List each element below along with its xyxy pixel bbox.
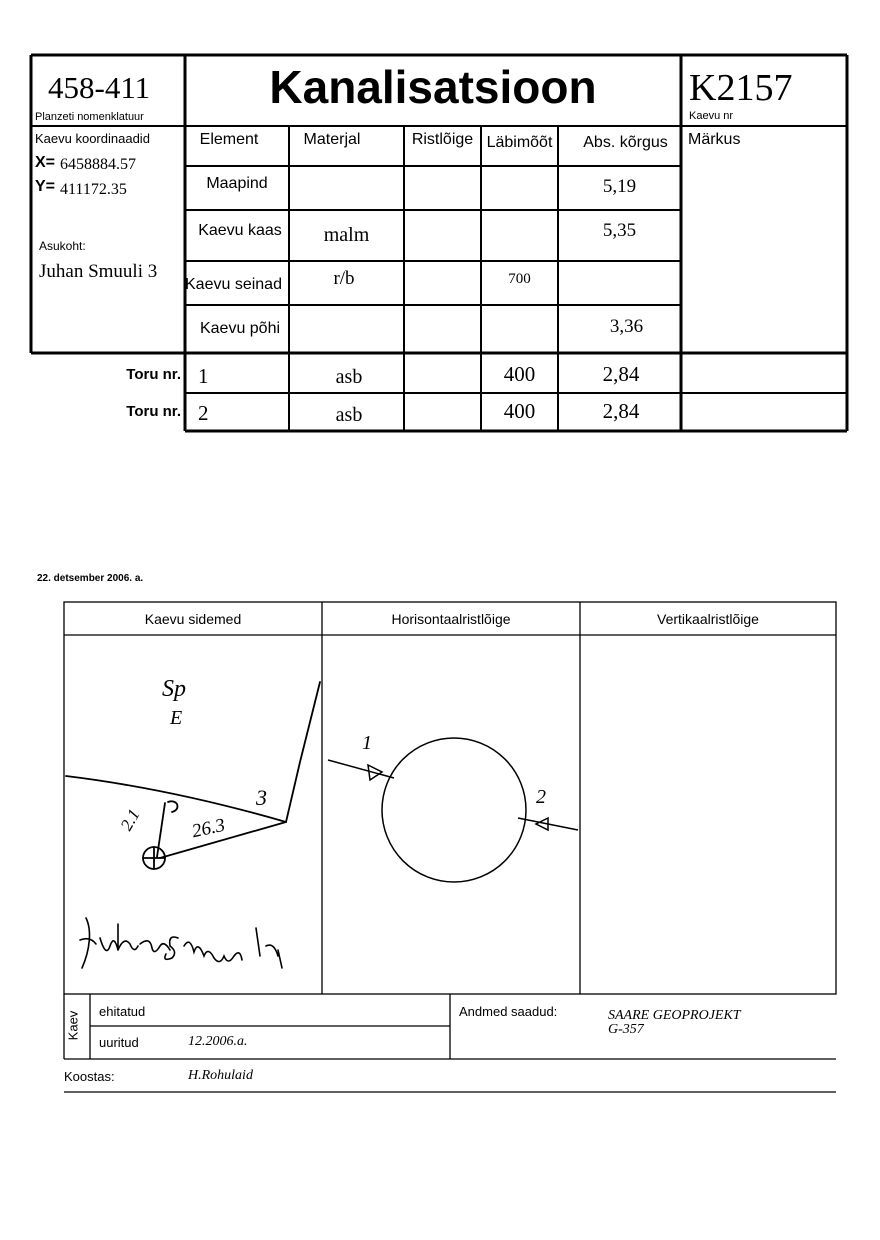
surveyed-label: uuritud xyxy=(99,1035,139,1050)
well-side-label: Kaev xyxy=(65,1010,81,1041)
pipe-2-label: 2 xyxy=(536,786,546,808)
compiled-value: H.Rohulaid xyxy=(188,1068,253,1083)
pipe-diameter: 400 xyxy=(503,362,536,386)
row-height: 5,35 xyxy=(602,220,637,241)
pipe-material: asb xyxy=(335,404,363,426)
sketch-label-3: 3 xyxy=(256,785,267,810)
data-source-code: G-357 xyxy=(608,1022,644,1037)
row-material: malm xyxy=(323,224,370,246)
x-value: 6458884.57 xyxy=(60,156,136,173)
signature-scribble xyxy=(80,918,282,968)
pipe-1-label: 1 xyxy=(362,732,372,754)
pipe-number: 1 xyxy=(198,364,209,388)
pipe-material: asb xyxy=(335,366,363,388)
row-element: Maapind xyxy=(206,175,268,192)
page-title: Kanalisatsioon xyxy=(269,61,597,113)
surveyed-value: 12.2006.a. xyxy=(188,1034,248,1049)
built-label: ehitatud xyxy=(99,1004,146,1019)
x-label: X= xyxy=(35,154,56,171)
horizontal-section-sketch xyxy=(328,738,578,882)
col-header-element: Element xyxy=(199,131,259,148)
col-header-diameter: Läbimõõt xyxy=(486,134,553,151)
col-header-abs-height: Abs. kõrgus xyxy=(583,134,668,151)
nomenclature-value: 458-411 xyxy=(48,70,151,105)
nomenclature-label: Planzeti nomenklatuur xyxy=(35,111,144,123)
row-element: Kaevu kaas xyxy=(198,222,282,239)
well-number-label: Kaevu nr xyxy=(689,110,734,122)
location-value: Juhan Smuuli 3 xyxy=(39,261,158,282)
pipe-label: Toru nr. xyxy=(126,403,181,420)
coordinates-label: Kaevu koordinaadid xyxy=(35,131,150,146)
pipe-label: Toru nr. xyxy=(126,366,181,383)
location-label: Asukoht: xyxy=(39,239,86,253)
sketch-label-sp: Sp xyxy=(162,676,186,702)
panel-title-vertical: Vertikaalristlõige xyxy=(657,611,759,627)
panel-title-connections: Kaevu sidemed xyxy=(144,611,242,627)
sketch-distance: 26.3 xyxy=(190,814,227,843)
y-label: Y= xyxy=(35,178,56,195)
row-material: r/b xyxy=(333,268,355,289)
data-source-label: Andmed saadud: xyxy=(459,1004,558,1019)
pipe-height: 2,84 xyxy=(602,399,640,423)
col-header-remarks: Märkus xyxy=(688,131,741,148)
row-element: Kaevu seinad xyxy=(185,276,282,293)
col-header-cross-section: Ristlõige xyxy=(411,131,474,148)
col-header-material: Materjal xyxy=(303,131,361,148)
pipe-height: 2,84 xyxy=(602,362,640,386)
row-diameter: 700 xyxy=(508,271,531,287)
compiled-label: Koostas: xyxy=(64,1069,115,1084)
sketch-offset: 2.1 xyxy=(116,805,144,834)
document-date: 22. detsember 2006. a. xyxy=(37,573,144,584)
well-number-value: K2157 xyxy=(689,67,793,109)
panel-title-horizontal: Horisontaalristlõige xyxy=(391,611,511,627)
row-height: 5,19 xyxy=(602,176,637,197)
connections-sketch xyxy=(66,682,320,869)
data-source-company: SAARE GEOPROJEKT xyxy=(608,1008,741,1023)
sketch-label-e: E xyxy=(170,707,183,729)
row-height: 3,36 xyxy=(609,316,644,337)
pipe-diameter: 400 xyxy=(503,399,536,423)
row-element: Kaevu põhi xyxy=(199,320,281,337)
y-value: 411172.35 xyxy=(60,181,127,198)
pipe-number: 2 xyxy=(198,401,209,425)
